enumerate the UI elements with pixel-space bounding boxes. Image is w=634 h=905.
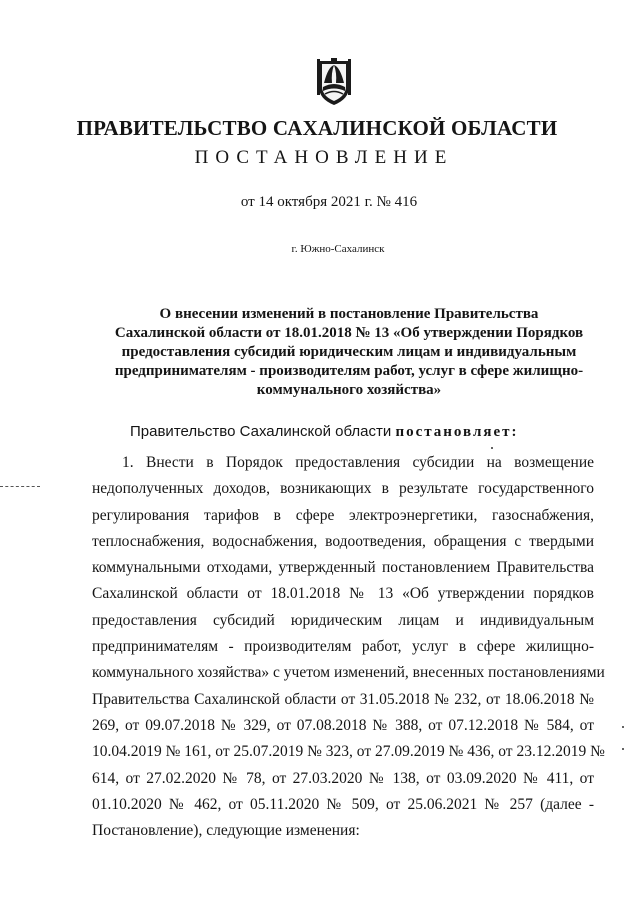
body-line: теплоснабжения, водоснабжения, водоотведения, обращения с твердыми xyxy=(92,532,594,550)
subject-line: коммунального хозяйства» xyxy=(256,382,442,398)
scan-speck xyxy=(622,726,624,728)
body-line: коммунального хозяйства» с учетом изменений, внесенных постановлениями xyxy=(92,664,605,682)
document-date-number: от 14 октября 2021 г. № 416 xyxy=(240,194,418,210)
body-line: недополученных доходов, возникающих в результате государственного xyxy=(92,480,594,498)
document-type: ПОСТАНОВЛЕНИЕ xyxy=(194,147,454,168)
sakhalin-coat-of-arms-icon xyxy=(316,57,352,107)
scan-margin-mark xyxy=(0,486,40,487)
subject-line: О внесении изменений в постановление Правительства xyxy=(159,306,539,322)
subject-line: Сахалинской области от 18.01.2018 № 13 «Об утверждении Порядков xyxy=(114,325,584,341)
intro-text: Правительство Сахалинской области xyxy=(130,423,392,440)
body-line: Правительства Сахалинской области от 31.05.2018 № 232, от 18.06.2018 № xyxy=(92,690,594,708)
government-title: ПРАВИТЕЛЬСТВО САХАЛИНСКОЙ ОБЛАСТИ xyxy=(76,116,558,140)
body-line: предпринимателям - производителям работ, услуг в сфере жилищно- xyxy=(92,638,594,656)
body-line: 01.10.2020 № 462, от 05.11.2020 № 509, от 25.06.2021 № 257 (далее - xyxy=(92,795,594,813)
subject-line: предпринимателям - производителям работ, услуг в сфере жилищно- xyxy=(114,363,584,379)
document-body xyxy=(92,450,605,844)
body-line: предоставления субсидий юридическим лицам и индивидуальным xyxy=(92,611,594,629)
document-city: г. Южно-Сахалинск xyxy=(291,243,385,255)
document-subject xyxy=(86,305,612,400)
body-line: 269, от 09.07.2018 № 329, от 07.08.2018 № 388, от 07.12.2018 № 584, от xyxy=(92,716,594,734)
body-line: Сахалинской области от 18.01.2018 № 13 «Об утверждении порядков xyxy=(92,585,594,603)
body-line: регулирования тарифов в сфере электроэнергетики, газоснабжения, xyxy=(92,506,594,524)
scan-speck xyxy=(491,447,493,449)
body-line: 1. Внести в Порядок предоставления субсидии на возмещение xyxy=(122,454,594,471)
subject-line: предоставления субсидий юридическим лицам и индивидуальным xyxy=(121,344,577,360)
body-line: коммунальными отходами, утвержденный постановлением Правительства xyxy=(92,559,594,577)
body-line: 10.04.2019 № 161, от 25.07.2019 № 323, от 27.09.2019 № 436, от 23.12.2019 № xyxy=(92,743,605,761)
resolution-intro xyxy=(130,423,519,441)
scan-speck xyxy=(622,748,624,750)
body-line: 614, от 27.02.2020 № 78, от 27.03.2020 № 138, от 03.09.2020 № 411, от xyxy=(92,769,594,787)
body-line: Постановление), следующие изменения: xyxy=(92,822,360,840)
intro-emphasis: постановляет: xyxy=(395,424,519,440)
